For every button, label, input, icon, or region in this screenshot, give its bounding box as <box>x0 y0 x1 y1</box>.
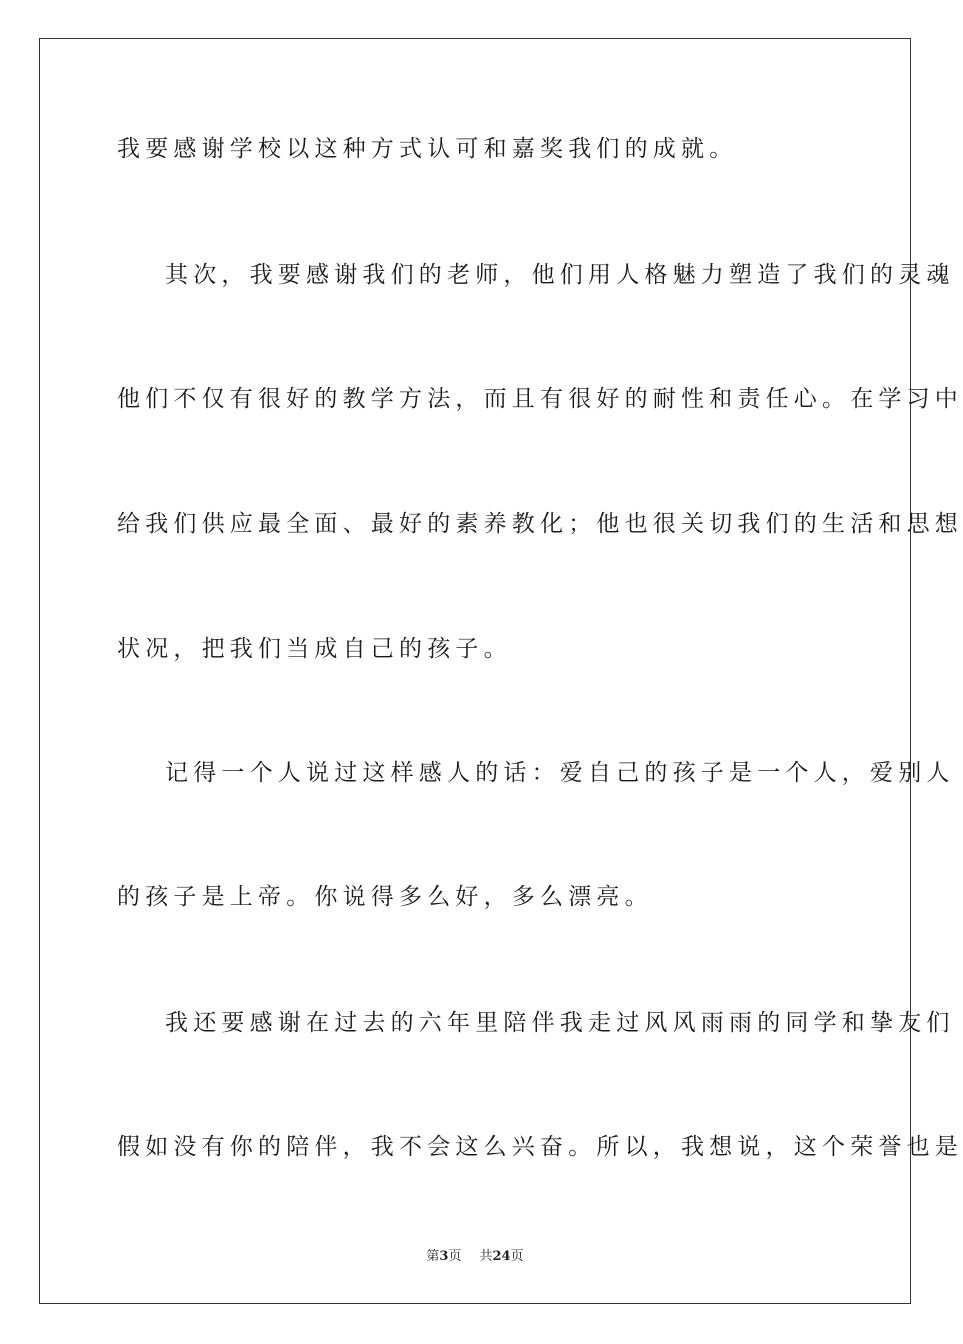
page-prefix: 第 <box>426 1249 440 1264</box>
page-number: 3 <box>439 1249 449 1264</box>
total-pages: 24 <box>492 1249 511 1264</box>
text-line-1: 我要感谢学校以这种方式认可和嘉奖我们的成就。 <box>117 136 738 162</box>
text-line-4: 给我们供应最全面、最好的素养教化；他也很关切我们的生活和思想 <box>117 511 963 537</box>
text-line-9: 假如没有你的陪伴，我不会这么兴奋。所以，我想说，这个荣誉也是 <box>117 1134 963 1160</box>
total-prefix: 共 <box>479 1249 493 1264</box>
text-line-3: 他们不仅有很好的教学方法，而且有很好的耐性和责任心。在学习中 <box>117 386 963 412</box>
text-line-7: 的孩子是上帝。你说得多么好，多么漂亮。 <box>117 884 653 910</box>
text-line-5: 状况，把我们当成自己的孩子。 <box>117 636 512 662</box>
text-line-2: 其次，我要感谢我们的老师，他们用人格魅力塑造了我们的灵魂 <box>165 262 955 288</box>
total-suffix: 页 <box>510 1249 524 1264</box>
text-line-6: 记得一个人说过这样感人的话：爱自己的孩子是一个人，爱别人 <box>165 760 955 786</box>
text-line-8: 我还要感谢在过去的六年里陪伴我走过风风雨雨的同学和挚友们 <box>165 1010 955 1036</box>
page-border <box>39 38 963 1304</box>
page-suffix: 页 <box>448 1249 462 1264</box>
page-footer <box>0 1248 950 1266</box>
